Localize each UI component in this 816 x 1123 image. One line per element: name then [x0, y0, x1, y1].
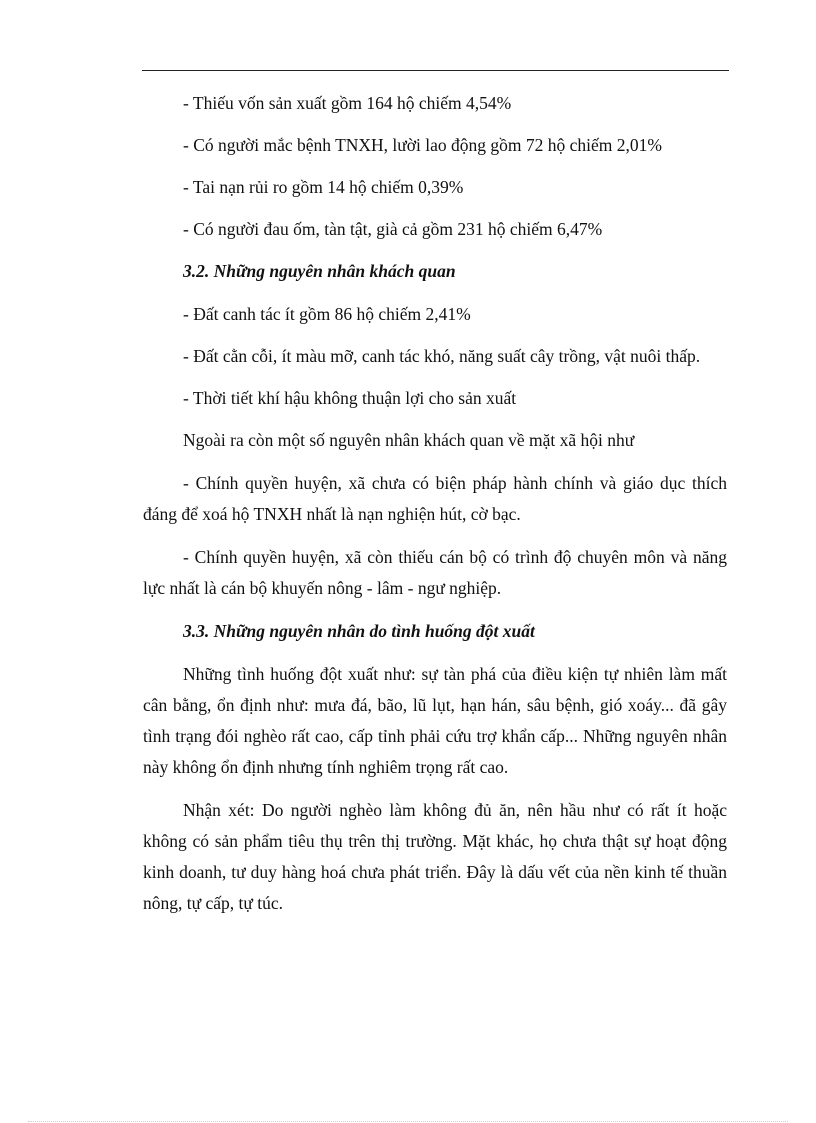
list-item: - Thiếu vốn sản xuất gồm 164 hộ chiếm 4,54% — [183, 93, 512, 113]
section-heading: 3.3. Những nguyên nhân do tình huống đột xuất — [183, 621, 535, 641]
header-rule — [142, 70, 729, 71]
list-item: - Chính quyền huyện, xã chưa có biện pháp hành chính và giáo dục thích đáng để xoá hộ TNXH nhất là nạn nghiện hút, cờ bạc. — [143, 473, 727, 524]
footer-rule — [28, 1121, 788, 1122]
body-paragraph: Những tình huống đột xuất như: sự tàn phá của điều kiện tự nhiên làm mất cân bằng, ổn định như: mưa đá, bão, lũ lụt, hạn hán, sâu bệnh, gió xoáy... đã gây tình trạng đói nghèo rất cao, cấp tỉnh phải cứu trợ khẩn cấp... Những nguyên nhân này không ổn định nhưng tính nghiêm trọng rất cao. — [143, 664, 727, 777]
list-item: - Có người mắc bệnh TNXH, lười lao động gồm 72 hộ chiếm 2,01% — [183, 135, 662, 155]
body-paragraph: Nhận xét: Do người nghèo làm không đủ ăn, nên hầu như có rất ít hoặc không có sản phẩm tiêu thụ trên thị trường. Mặt khác, họ chưa thật sự hoạt động kinh doanh, tư duy hàng hoá chưa phát triển. Đây là dấu vết của nền kinh tế thuần nông, tự cấp, tự túc. — [143, 800, 727, 913]
list-item: - Chính quyền huyện, xã còn thiếu cán bộ có trình độ chuyên môn và năng lực nhất là cán bộ khuyến nông - lâm - ngư nghiệp. — [143, 547, 727, 598]
section-heading: 3.2. Những nguyên nhân khách quan — [183, 261, 456, 281]
page-content — [143, 88, 727, 931]
list-item: - Đất canh tác ít gồm 86 hộ chiếm 2,41% — [183, 304, 471, 324]
list-item: - Đất cằn cỗi, ít màu mỡ, canh tác khó, năng suất cây trồng, vật nuôi thấp. — [183, 346, 701, 366]
list-item: - Có người đau ốm, tàn tật, già cả gồm 231 hộ chiếm 6,47% — [183, 219, 603, 239]
list-item: - Thời tiết khí hậu không thuận lợi cho sản xuất — [183, 388, 517, 408]
list-item: - Tai nạn rủi ro gồm 14 hộ chiếm 0,39% — [183, 177, 464, 197]
body-paragraph: Ngoài ra còn một số nguyên nhân khách quan về mặt xã hội như — [183, 430, 635, 450]
